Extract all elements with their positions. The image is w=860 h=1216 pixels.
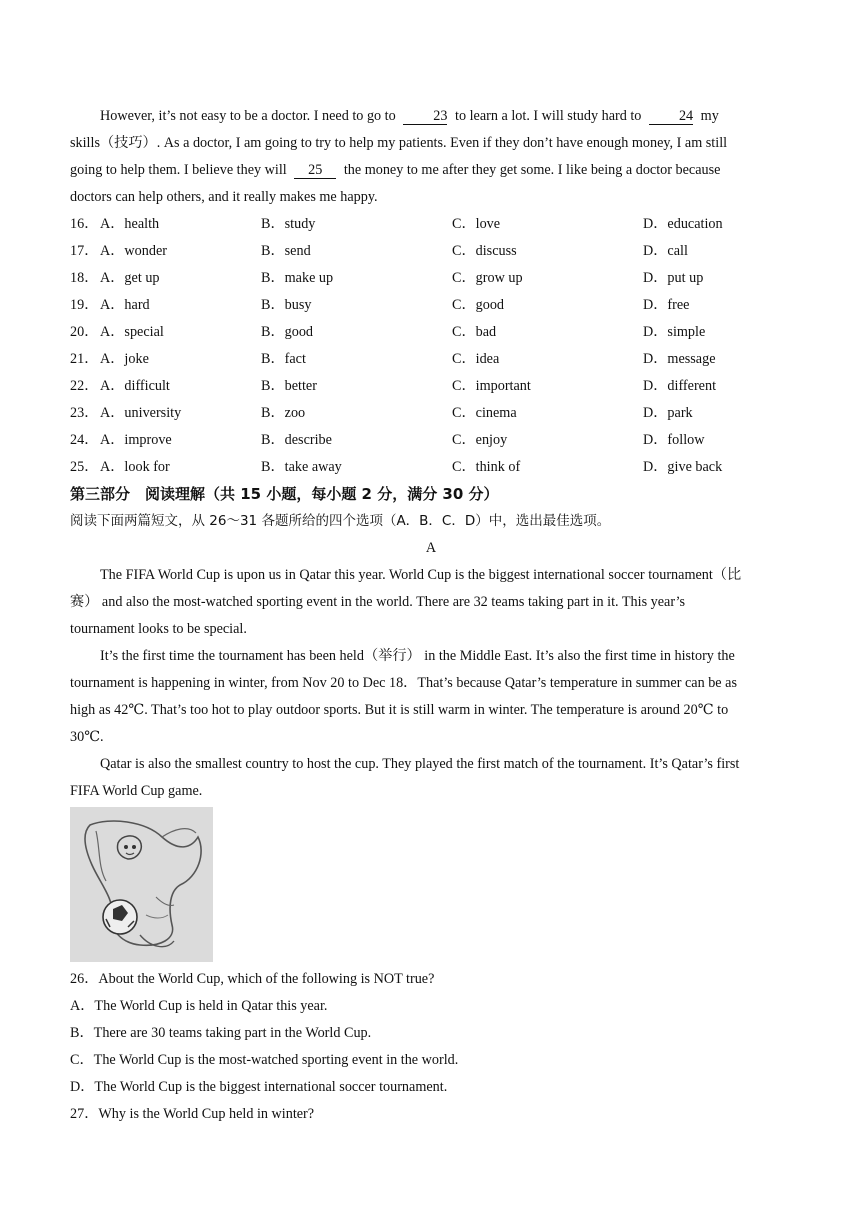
passage-line: skills（技巧）. As a doctor, I am going to try to help my patients. Even if they don’t have enough money, I am still [70, 135, 728, 151]
question-26-option-c: C．The World Cup is the most-watched sporting event in the world. [70, 1052, 459, 1068]
option-b: B．zoo [261, 405, 306, 421]
option-c: C．love [452, 216, 501, 232]
option-d: D．follow [643, 432, 705, 448]
option-c: C．bad [452, 324, 497, 340]
option-row [70, 211, 792, 238]
question-number: 23． [70, 405, 99, 421]
option-d: D．message [643, 351, 716, 367]
option-row [70, 454, 792, 481]
option-b: B．send [261, 243, 311, 259]
option-a: A．get up [100, 270, 160, 286]
option-a: A．special [100, 324, 164, 340]
option-row [70, 292, 792, 319]
section-instruction: 阅读下面两篇短文，从 26～31 各题所给的四个选项（A．B．C．D）中，选出最佳选项。 [70, 513, 611, 529]
option-a: A．look for [100, 459, 170, 475]
option-a: A．joke [100, 351, 149, 367]
question-26-option-b: B．There are 30 teams taking part in the World Cup. [70, 1025, 372, 1041]
passage-line: Qatar is also the smallest country to host the cup. They played the first match of the tournament. It’s Qatar’s first [100, 756, 740, 772]
passage-text: to learn a lot. I will study hard to [455, 108, 642, 124]
passage-line: The FIFA World Cup is upon us in Qatar this year. World Cup is the biggest international soccer tournament（比 [100, 567, 742, 583]
passage-label: A [425, 540, 437, 556]
passage-line [70, 103, 792, 130]
option-a: A．wonder [100, 243, 167, 259]
document-page [70, 103, 792, 1128]
question-27: 27．Why is the World Cup held in winter? [70, 1106, 315, 1122]
option-d: D．simple [643, 324, 706, 340]
blank-23: 23 [403, 108, 447, 125]
question-number: 18． [70, 270, 99, 286]
passage-line: It’s the first time the tournament has been held（举行） in the Middle East. It’s also the first time in history the [100, 648, 735, 664]
option-c: C．idea [452, 351, 500, 367]
option-d: D．free [643, 297, 690, 313]
option-c: C．think of [452, 459, 521, 475]
passage-text: the money to me after they get some. I like being a doctor because [343, 162, 721, 178]
passage-line: tournament is happening in winter, from Nov 20 to Dec 18．That’s because Qatar’s temperature in summer can be as [70, 675, 737, 691]
passage-line: 赛） and also the most-watched sporting event in the world. There are 32 teams taking part in it. This year’s [70, 594, 686, 610]
question-number: 17． [70, 243, 99, 259]
option-b: B．study [261, 216, 316, 232]
mascot-drawing [70, 807, 213, 962]
option-row [70, 427, 792, 454]
blank-25: 25 [294, 162, 336, 179]
passage-line: doctors can help others, and it really makes me happy. [70, 189, 378, 205]
passage-text: going to help them. I believe they will [70, 162, 287, 178]
option-b: B．make up [261, 270, 334, 286]
question-number: 19． [70, 297, 99, 313]
option-a: A．university [100, 405, 182, 421]
option-a: A．improve [100, 432, 172, 448]
option-b: B．busy [261, 297, 312, 313]
option-row [70, 319, 792, 346]
question-number: 24． [70, 432, 99, 448]
option-c: C．enjoy [452, 432, 508, 448]
option-b: B．better [261, 378, 317, 394]
option-b: B．good [261, 324, 314, 340]
passage-text: my [700, 108, 719, 124]
passage-line: 30℃. [70, 729, 104, 745]
blank-24: 24 [649, 108, 693, 125]
option-d: D．park [643, 405, 693, 421]
option-row [70, 346, 792, 373]
option-row [70, 265, 792, 292]
option-d: D．different [643, 378, 717, 394]
question-number: 16． [70, 216, 99, 232]
question-26-option-a: A．The World Cup is held in Qatar this year. [70, 998, 328, 1014]
option-c: C．grow up [452, 270, 523, 286]
option-c: C．cinema [452, 405, 517, 421]
question-number: 22． [70, 378, 99, 394]
question-26-option-d: D．The World Cup is the biggest international soccer tournament. [70, 1079, 448, 1095]
passage-line [70, 157, 792, 184]
option-a: A．hard [100, 297, 150, 313]
question-number: 25． [70, 459, 99, 475]
option-row [70, 400, 792, 427]
passage-line: high as 42℃. That’s too hot to play outdoor sports. But it is still warm in winter. The temperature is around 20℃ to [70, 702, 729, 718]
option-b: B．fact [261, 351, 306, 367]
option-a: A．health [100, 216, 160, 232]
option-c: C．important [452, 378, 531, 394]
question-26: 26．About the World Cup, which of the following is NOT true? [70, 971, 435, 987]
section-title: 第三部分 阅读理解（共 15 小题，每小题 2 分，满分 30 分） [70, 485, 499, 503]
option-b: B．describe [261, 432, 332, 448]
option-d: D．call [643, 243, 688, 259]
question-number: 20． [70, 324, 99, 340]
option-d: D．put up [643, 270, 704, 286]
passage-line: FIFA World Cup game. [70, 783, 203, 799]
option-row [70, 373, 792, 400]
option-a: A．difficult [100, 378, 170, 394]
mascot-sketch-image [70, 807, 213, 962]
option-row [70, 238, 792, 265]
option-d: D．give back [643, 459, 723, 475]
passage-line: tournament looks to be special. [70, 621, 247, 637]
option-c: C．discuss [452, 243, 517, 259]
passage-text: However, it’s not easy to be a doctor. I need to go to [100, 108, 396, 124]
option-b: B．take away [261, 459, 342, 475]
option-c: C．good [452, 297, 505, 313]
question-number: 21． [70, 351, 99, 367]
option-d: D．education [643, 216, 723, 232]
